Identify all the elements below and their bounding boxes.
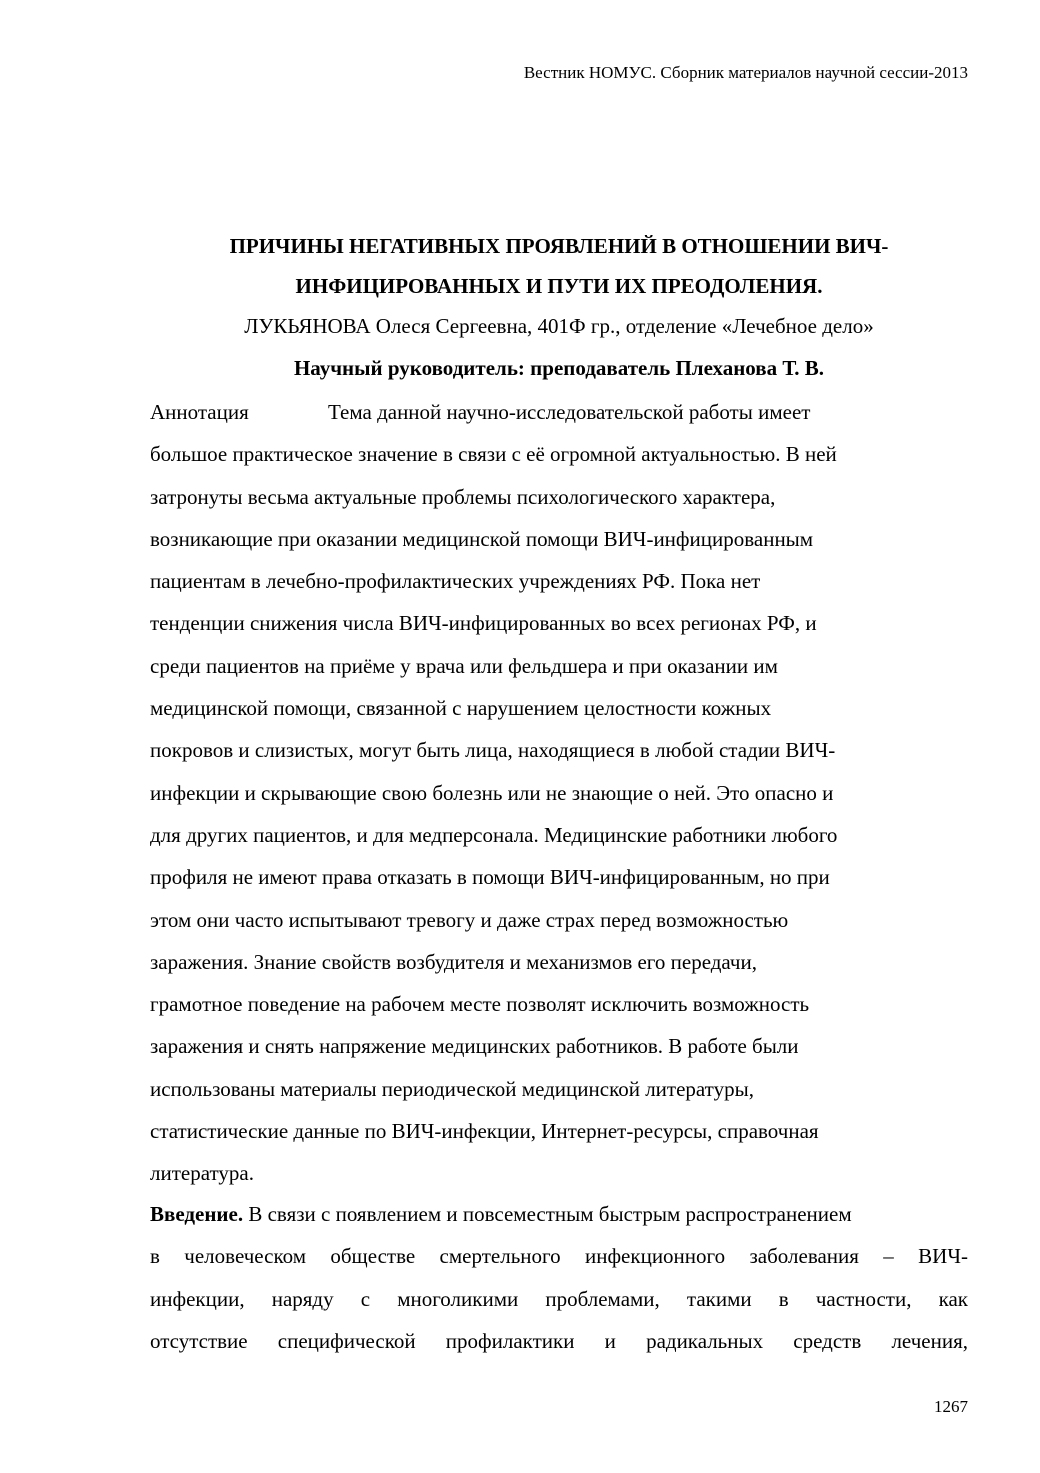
supervisor-line: Научный руководитель: преподаватель Плеханова Т. В.	[293, 356, 825, 380]
abstract-line: этом они часто испытывают тревогу и даже страх перед возможностью	[150, 907, 789, 932]
abstract-label: Аннотация	[150, 400, 249, 424]
introduction-first-line-text: В связи с появлением и повсеместным быстрым распространением	[243, 1202, 852, 1226]
abstract-line: затронуты весьма актуальные проблемы психологического характера,	[150, 484, 776, 509]
article-heading	[150, 226, 968, 390]
introduction-line: в человеческом обществе смертельного инфекционного заболевания – ВИЧ-	[150, 1244, 968, 1269]
abstract-line: тенденции снижения числа ВИЧ-инфицированных во всех регионах РФ, и	[150, 611, 817, 636]
abstract-first-line-text: Тема данной научно-исследовательской работы имеет	[328, 400, 811, 424]
introduction-first-line	[150, 1193, 968, 1235]
abstract-line: возникающие при оказании медицинской помощи ВИЧ-инфицированным	[150, 526, 814, 551]
page-number: 1267	[934, 1397, 968, 1416]
introduction-line: отсутствие специфической профилактики и радикальных средств лечения,	[150, 1328, 968, 1353]
abstract-line: медицинской помощи, связанной с нарушением целостности кожных	[150, 696, 772, 721]
running-header: Вестник НОМУС. Сборник материалов научной сессии-2013	[523, 63, 968, 82]
abstract-line: статистические данные по ВИЧ-инфекции, Интернет-ресурсы, справочная	[150, 1119, 819, 1144]
abstract-line: покровов и слизистых, могут быть лица, находящиеся в любой стадии ВИЧ-	[150, 738, 836, 763]
abstract-section	[150, 391, 980, 1195]
author-line: ЛУКЬЯНОВА Олеся Сергеевна, 401Ф гр., отделение «Лечебное дело»	[244, 314, 874, 338]
introduction-section	[150, 1193, 968, 1362]
abstract-line: использованы материалы периодической медицинской литературы,	[150, 1076, 754, 1101]
abstract-line: профиля не имеют права отказать в помощи ВИЧ-инфицированным, но при	[150, 865, 830, 890]
article-title-line-1: ПРИЧИНЫ НЕГАТИВНЫХ ПРОЯВЛЕНИЙ В ОТНОШЕНИИ ВИЧ-	[229, 234, 889, 258]
abstract-line: грамотное поведение на рабочем месте позволят исключить возможность	[150, 992, 810, 1017]
abstract-line: инфекции и скрывающие свою болезнь или не знающие о ней. Это опасно и	[150, 780, 834, 805]
abstract-line: пациентам в лечебно-профилактических учреждениях РФ. Пока нет	[150, 569, 761, 594]
introduction-line: инфекции, наряду с многоликими проблемами, такими в частности, как	[150, 1286, 968, 1311]
abstract-line: среди пациентов на приёме у врача или фельдшера и при оказании им	[150, 653, 778, 678]
abstract-line: для других пациентов, и для медперсонала. Медицинские работники любого	[150, 822, 838, 847]
abstract-line: заражения и снять напряжение медицинских работников. В работе были	[150, 1034, 799, 1059]
abstract-first-line	[150, 391, 980, 433]
abstract-line: литература.	[150, 1161, 254, 1186]
introduction-label: Введение.	[150, 1202, 244, 1226]
abstract-line: большое практическое значение в связи с её огромной актуальностью. В ней	[150, 442, 837, 467]
abstract-line: заражения. Знание свойств возбудителя и механизмов его передачи,	[150, 949, 757, 974]
article-title-line-2: ИНФИЦИРОВАННЫХ И ПУТИ ИХ ПРЕОДОЛЕНИЯ.	[295, 274, 823, 298]
